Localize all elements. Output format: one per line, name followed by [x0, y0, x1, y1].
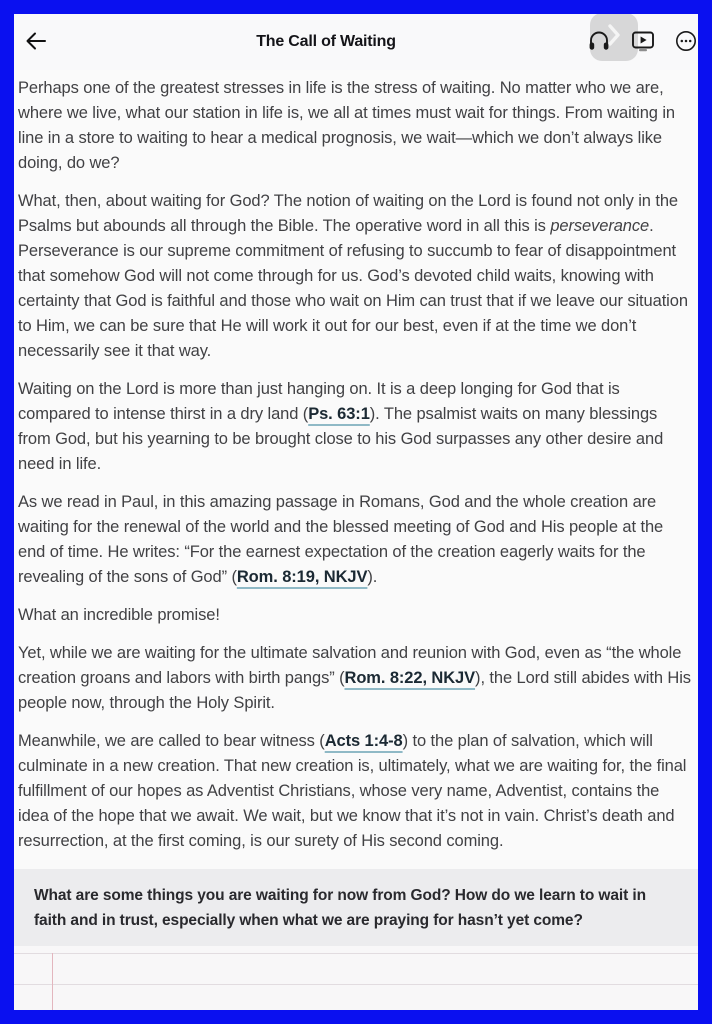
text-run: As we read in Paul, in this amazing passage in Romans, God and the whole creation are waiting for the renewal of the world and the blessed meeting of God and His people at the end of time. He writes: “For the earnest expectation of the creation eagerly waits for the revealing of the sons of God” (: [18, 493, 664, 586]
top-bar: [14, 14, 698, 70]
notebook-margin-line: [52, 953, 53, 1010]
paragraph: [18, 641, 694, 716]
scripture-reference-link[interactable]: Rom. 8:22, NKJV: [344, 669, 476, 687]
paragraph: [18, 729, 694, 854]
paragraph: [18, 189, 694, 364]
emphasized-text: perseverance: [550, 217, 650, 235]
scripture-reference-link[interactable]: Ps. 63:1: [308, 405, 370, 423]
app-screen: [14, 14, 698, 1010]
text-run: ).: [367, 568, 378, 586]
back-arrow-icon: [23, 28, 49, 57]
scripture-reference-link[interactable]: Rom. 8:19, NKJV: [236, 568, 368, 586]
paragraph: [18, 490, 694, 590]
text-run: ). The psalmist waits on many blessings from God, but his yearning to be brought close to his God surpasses any other desire and need in life.: [18, 405, 664, 473]
headphones-icon: [587, 29, 611, 56]
watch-video-button[interactable]: [630, 29, 656, 55]
video-icon: [631, 29, 655, 56]
answer-line[interactable]: [14, 984, 698, 1010]
text-run: ), the Lord still abides with His people now, through the Holy Spirit.: [18, 669, 691, 712]
more-options-button[interactable]: [673, 29, 698, 55]
answer-line[interactable]: [14, 953, 698, 984]
paragraph: [18, 377, 694, 477]
question-box: [14, 869, 698, 946]
article-body: [14, 70, 698, 869]
discussion-question: What are some things you are waiting for now from God? How do we learn to wait in faith and in trust, especially when what we are praying for hasn’t yet come?: [34, 887, 646, 929]
page-title: The Call of Waiting: [256, 33, 396, 50]
text-run: ) to the plan of salvation, which will culminate in a new creation. That new creation is, ultimately, what we are waiting for, the final fulfillment of our hopes as Adventist Christians, whose very name, Adventist, contains the idea of the hope that we await. We wait, but we know that it’s not in vain. Christ’s death and resurrection, at the first coming, is our surety of His second coming.: [18, 732, 687, 850]
text-run: Perhaps one of the greatest stresses in life is the stress of waiting. No matter who we are, where we live, what our station in life is, we all at times must wait for things. From waiting in line in a store to waiting to hear a medical prognosis, we wait—which we don’t always like doing, do we?: [18, 79, 675, 172]
notes-area: [14, 946, 698, 1010]
notes-rows: [14, 946, 698, 1010]
header-actions: [586, 14, 696, 70]
scripture-reference-link[interactable]: Acts 1:4-8: [324, 732, 403, 750]
ellipsis-circle-icon: [674, 29, 698, 56]
text-run: What an incredible promise!: [18, 606, 220, 624]
paragraph: [18, 76, 694, 176]
text-run: Meanwhile, we are called to bear witness (: [18, 732, 325, 750]
text-run: Waiting on the Lord is more than just hanging on. It is a deep longing for God that is compared to intense thirst in a dry land (: [18, 380, 620, 423]
text-run: What, then, about waiting for God? The notion of waiting on the Lord is found not only in the Psalms but abounds all through the Bible. The operative word in all this is: [18, 192, 678, 235]
listen-audio-button[interactable]: [586, 29, 612, 55]
text-run: Yet, while we are waiting for the ultimate salvation and reunion with God, even as “the whole creation groans and labors with birth pangs” (: [18, 644, 682, 687]
paragraph: [18, 603, 694, 628]
back-button[interactable]: [18, 24, 54, 60]
text-run: . Perseverance is our supreme commitment of refusing to succumb to fear of disappointment that somehow God will not come through for us. God’s devoted child waits, knowing with certainty that God is faithful and those who wait on Him can trust that if we leave our situation to Him, we can be sure that He will work it out for our best, even if at the time we don’t necessarily see it that way.: [18, 217, 688, 360]
